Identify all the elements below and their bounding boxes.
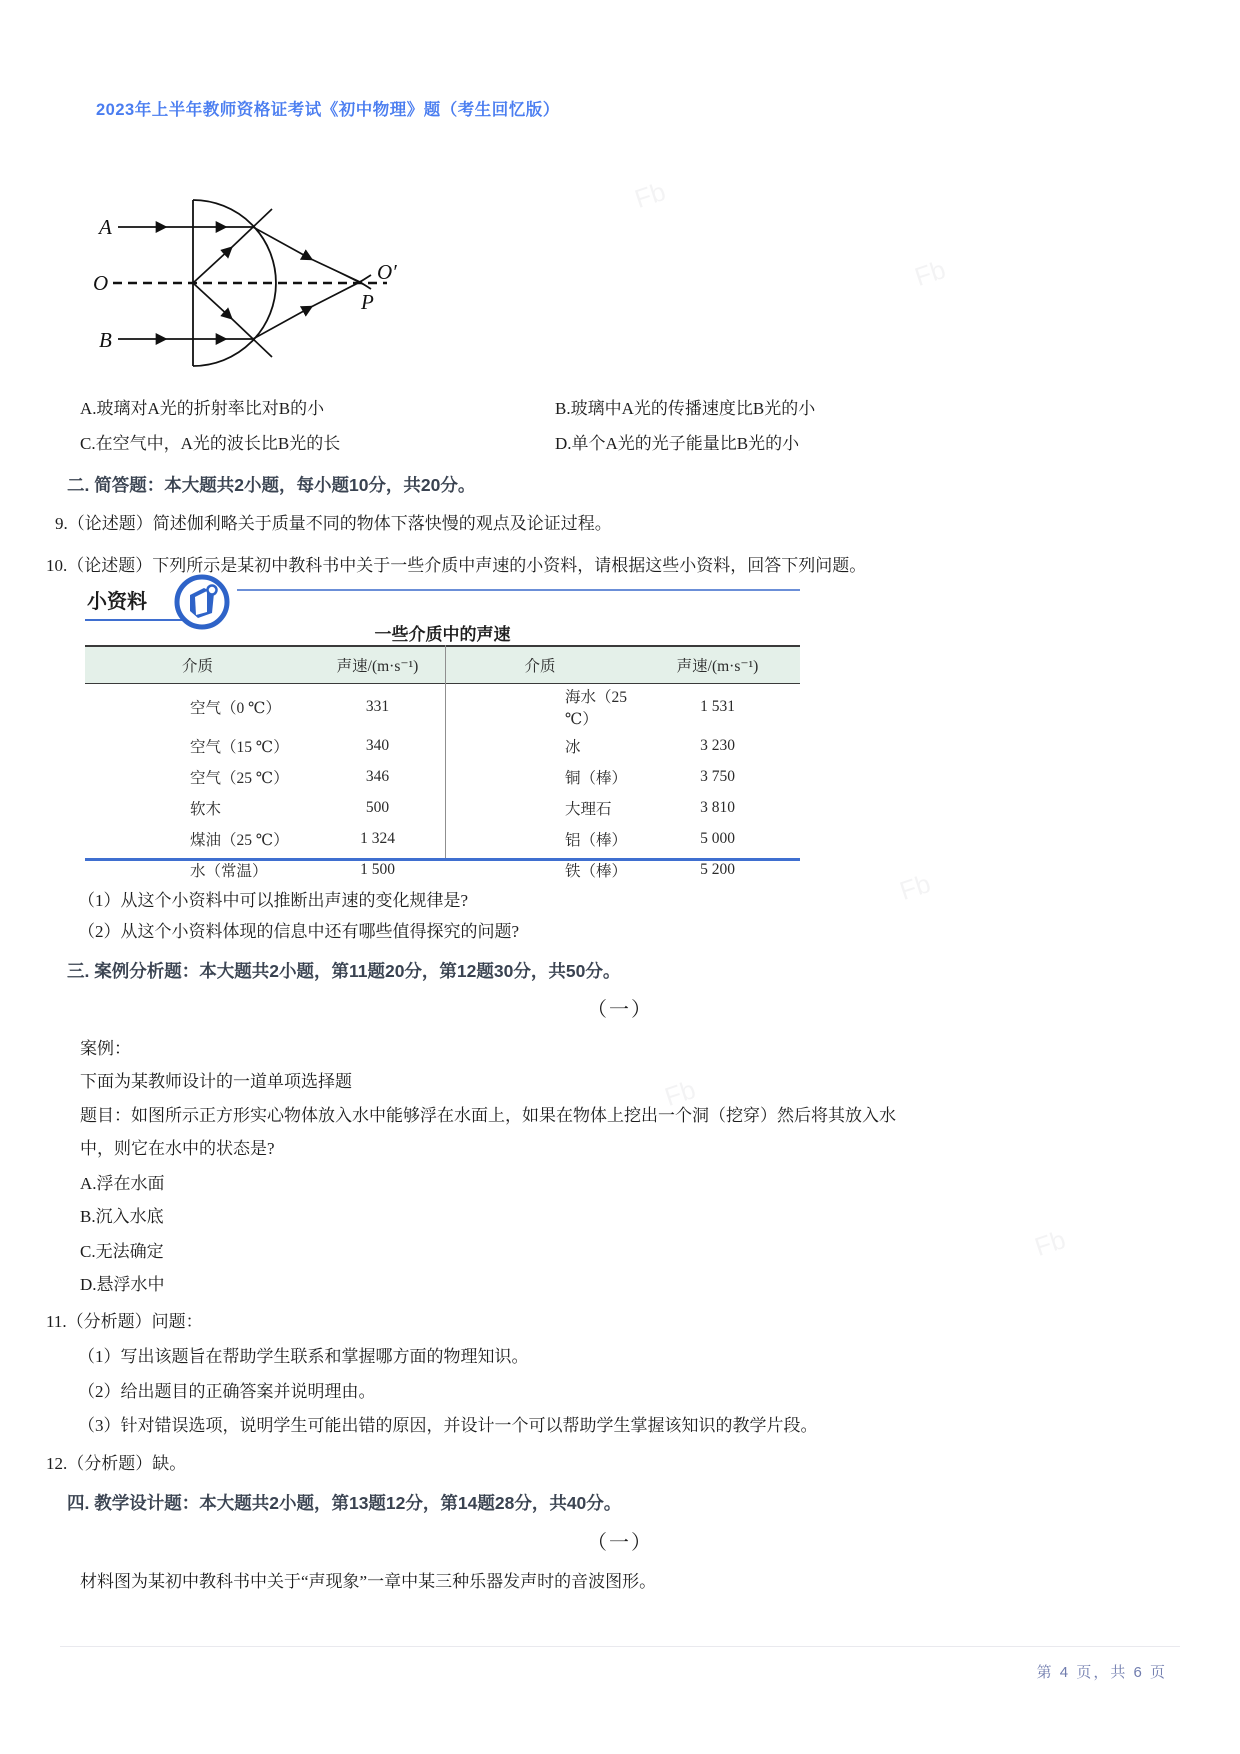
medium-cell: 煤油（25 ℃） <box>190 831 289 849</box>
medium-cell: 大理石 <box>565 800 612 818</box>
case-intro: 下面为某教师设计的一道单项选择题 <box>80 1072 352 1091</box>
option-a: A.玻璃对A光的折射率比对B的小 <box>80 399 325 418</box>
option-c: C.在空气中，A光的波长比B光的长 <box>80 434 341 453</box>
material-right-rule <box>237 589 800 591</box>
speed-cell: 500 <box>365 798 390 816</box>
ray-a-label: A <box>99 215 112 239</box>
speed-cell: 3 230 <box>700 736 735 754</box>
footer-divider <box>60 1646 1180 1647</box>
speed-cell: 1 324 <box>360 829 395 847</box>
speed-cell: 1 500 <box>360 860 395 878</box>
speed-cell: 5 200 <box>700 860 735 878</box>
medium-cell: 铝（棒） <box>565 831 628 849</box>
case-option-c: C.无法确定 <box>80 1242 164 1261</box>
page-title: 2023年上半年教师资格证考试《初中物理》题（考生回忆版） <box>96 101 560 119</box>
speed-cell: 331 <box>365 698 390 715</box>
case-question-line1: 题目：如图所示正方形实心物体放入水中能够浮在水面上，如果在物体上挖出一个洞（挖穿）然后将其放入水 <box>80 1106 896 1125</box>
medium-cell: 水（常温） <box>190 862 268 880</box>
speed-cell: 5 000 <box>700 829 735 847</box>
case-option-a: A.浮在水面 <box>80 1174 165 1193</box>
optics-diagram <box>85 158 405 368</box>
part-one-label: （一） <box>587 999 653 1021</box>
medium-cell: 铁（棒） <box>565 862 628 880</box>
section2-heading: 二. 简答题：本大题共2小题，每小题10分，共20分。 <box>67 475 476 495</box>
section4-heading: 四. 教学设计题：本大题共2小题，第13题12分，第14题28分，共40分。 <box>67 1493 622 1513</box>
option-d: D.单个A光的光子能量比B光的小 <box>555 434 800 453</box>
watermark: Fb <box>660 1074 700 1112</box>
table-row <box>85 823 800 854</box>
speed-cell: 3 750 <box>700 767 735 785</box>
axis-o-label: O <box>93 271 109 295</box>
focus-p-label: P <box>361 290 374 314</box>
table-row <box>85 730 800 761</box>
section3-heading: 三. 案例分析题：本大题共2小题，第11题20分，第12题30分，共50分。 <box>67 961 621 981</box>
col-header: 声速/(m·s⁻¹) <box>310 646 445 684</box>
table-row <box>85 684 800 731</box>
material-block <box>85 573 800 880</box>
speed-cell: 1 531 <box>700 698 735 715</box>
material-bottom-rule <box>85 858 800 861</box>
table-row <box>85 761 800 792</box>
case-label: 案例： <box>80 1039 131 1058</box>
case-question-line2: 中，则它在水中的状态是? <box>80 1139 275 1158</box>
col-header: 介质 <box>445 646 635 684</box>
medium-cell: 铜（棒） <box>565 769 628 787</box>
section4-material-text: 材料图为某初中教科书中关于“声现象”一章中某三种乐器发声时的音波图形。 <box>80 1572 657 1591</box>
case-option-d: D.悬浮水中 <box>80 1275 165 1294</box>
watermark: Fb <box>895 868 935 906</box>
material-table-title: 一些介质中的声速 <box>374 625 511 644</box>
axis-oprime-label: O′ <box>377 260 397 284</box>
col-header: 介质 <box>85 646 310 684</box>
page-number: 第 4 页，共 6 页 <box>1036 1664 1167 1681</box>
medium-cell: 空气（0 ℃） <box>190 700 281 717</box>
q11-sub3: （3）针对错误选项，说明学生可能出错的原因，并设计一个可以帮助学生掌握该知识的教学片段。 <box>78 1416 818 1435</box>
sound-speed-table <box>85 645 800 885</box>
q11-sub1: （1）写出该题旨在帮助学生联系和掌握哪方面的物理知识。 <box>78 1347 529 1366</box>
watermark: Fb <box>1030 1224 1070 1262</box>
watermark: Fb <box>630 176 670 214</box>
question-10: 10.（论述题）下列所示是某初中教科书中关于一些介质中声速的小资料，请根据这些小资料，回答下列问题。 <box>46 556 867 575</box>
table-row <box>85 792 800 823</box>
ray-b-label: B <box>99 328 112 352</box>
material-tag: 小资料 <box>87 591 147 613</box>
q11-sub2: （2）给出题目的正确答案并说明理由。 <box>78 1382 376 1401</box>
table-center-divider <box>445 645 446 858</box>
medium-cell: 冰 <box>565 738 581 756</box>
speed-cell: 346 <box>365 767 390 785</box>
watermark: Fb <box>910 254 950 292</box>
speed-cell: 340 <box>365 736 390 754</box>
medium-cell: 空气（15 ℃） <box>190 738 289 756</box>
col-header: 声速/(m·s⁻¹) <box>635 646 800 684</box>
q10-sub2: （2）从这个小资料体现的信息中还有哪些值得探究的问题? <box>78 922 520 941</box>
medium-cell: 软木 <box>190 800 222 818</box>
q10-sub1: （1）从这个小资料中可以推断出声速的变化规律是? <box>78 891 469 910</box>
case-option-b: B.沉入水底 <box>80 1207 164 1226</box>
medium-cell: 海水（25 ℃） <box>565 689 628 728</box>
question-9: 9.（论述题）简述伽利略关于质量不同的物体下落快慢的观点及论证过程。 <box>55 514 612 533</box>
option-b: B.玻璃中A光的传播速度比B光的小 <box>555 399 816 418</box>
part-one-label-2: （一） <box>587 1532 653 1554</box>
medium-cell: 空气（25 ℃） <box>190 769 289 787</box>
question-12: 12.（分析题）缺。 <box>46 1454 187 1473</box>
speed-cell: 3 810 <box>700 798 735 816</box>
question-11: 11.（分析题）问题： <box>46 1312 203 1331</box>
